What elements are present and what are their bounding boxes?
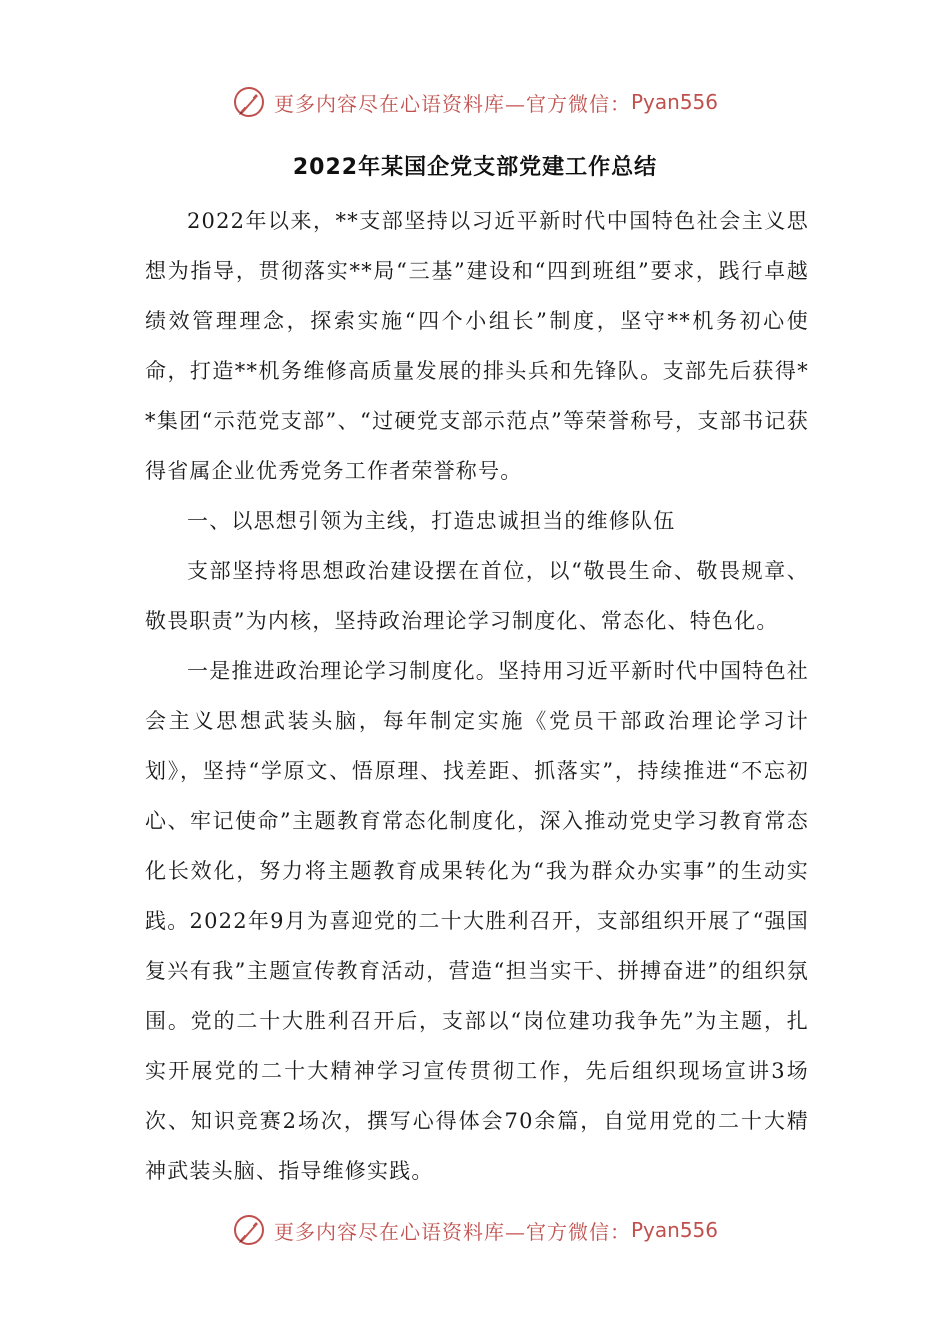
document-title: 2022年某国企党支部党建工作总结	[292, 155, 658, 180]
quill-logo-icon	[232, 85, 266, 119]
paragraph-theory-study: 一是推进政治理论学习制度化。坚持用习近平新时代中国特色社会主义思想武装头脑，每年制定实施《党员干部政治理论学习计划》，坚持“学原文、悟原理、找差距、抓落实”，持续推进“不忘初心、牢记使命”主题教育常态化制度化，深入推动党史学习教育常态化长效化，努力将主题教育成果转化为“我为群众办实事”的生动实践。2022年9月为喜迎党的二十大胜利召开，支部组织开展了“强国复兴有我”主题宣传教育活动，营造“担当实干、拼搏奋进”的组织氛围。党的二十大胜利召开后，支部以“岗位建功我争先”为主题，扎实开展党的二十大精神学习宣传贯彻工作，先后组织现场宣讲3场次、知识竞赛2场次，撰写心得体会70余篇，自觉用党的二十大精神武装头脑、指导维修实践。	[145, 659, 809, 1183]
banner-text: 更多内容尽在心语资料库—官方微信：	[273, 91, 631, 116]
banner-wechat-id: Pyan556	[630, 1218, 718, 1242]
banner-wechat-id: Pyan556	[630, 90, 718, 114]
quill-logo-icon	[232, 1213, 266, 1247]
banner-text: 更多内容尽在心语资料库—官方微信：	[273, 1219, 631, 1244]
paragraph-intro: 2022年以来，**支部坚持以习近平新时代中国特色社会主义思想为指导，贯彻落实**局“三基”建设和“四到班组”要求，践行卓越绩效管理理念，探索实施“四个小组长”制度，坚守**机务初心使命，打造**机务维修高质量发展的排头兵和先锋队。支部先后获得**集团“示范党支部”、“过硬党支部示范点”等荣誉称号，支部书记获得省属企业优秀党务工作者荣誉称号。	[145, 209, 809, 483]
section-heading-1: 一、以思想引领为主线，打造忠诚担当的维修队伍	[187, 509, 676, 533]
document-body	[145, 196, 809, 1196]
paragraph-section-1: 支部坚持将思想政治建设摆在首位，以“敬畏生命、敬畏规章、敬畏职责”为内核，坚持政治理论学习制度化、常态化、特色化。	[145, 559, 809, 633]
footer-banner	[0, 1210, 950, 1250]
header-banner	[0, 82, 950, 122]
